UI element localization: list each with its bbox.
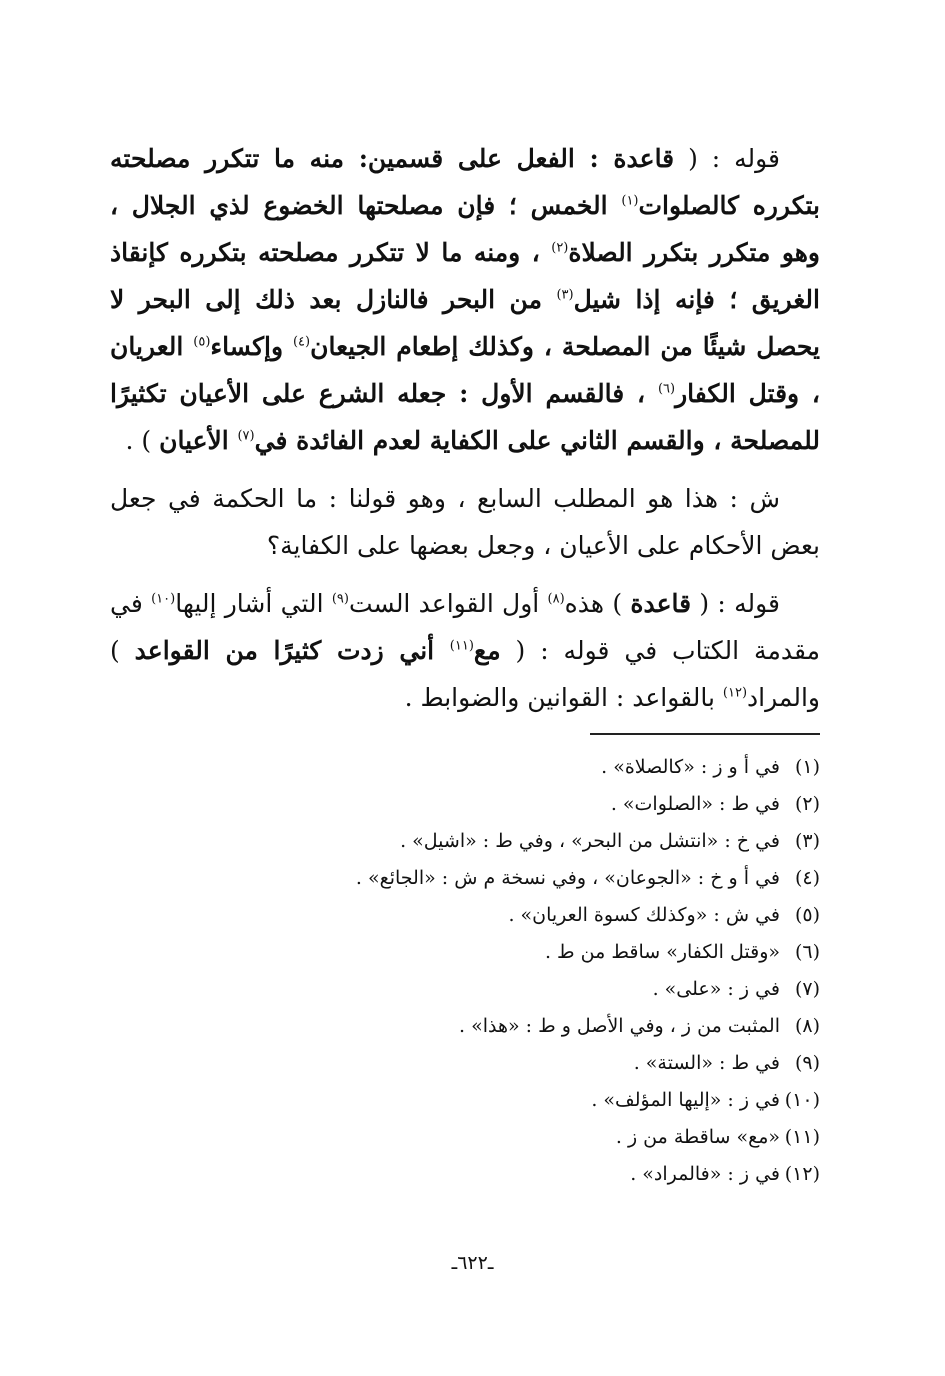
- footnote-7: [110, 971, 820, 1008]
- footnote-text: في ز : «فالمراد» .: [630, 1163, 780, 1185]
- quoted-text: قاعدة: [630, 589, 692, 618]
- quoted-text: العريان ، وقتل الكفار: [110, 332, 820, 408]
- quoted-text: الأعيان: [159, 426, 238, 455]
- commentary-text: بالقواعد : القوانين والضوابط .: [404, 683, 723, 712]
- footnote-ref: (١): [621, 193, 639, 209]
- footnote-ref: (٦): [657, 381, 676, 397]
- footnote-text: «مع» ساقطة من ز .: [615, 1126, 780, 1148]
- commentary-text: في مقدمة الكتاب في قوله : (: [110, 589, 820, 665]
- commentary-text: قوله : (: [674, 144, 780, 173]
- footnote-text: في أ و ز : «كالصلاة» .: [601, 756, 780, 778]
- footnote-number: (٣): [794, 830, 820, 852]
- footnote-text: «وقتل الكفار» ساقط من ط .: [544, 941, 780, 963]
- footnote-ref: (٧): [237, 428, 255, 444]
- paragraph-2: [110, 475, 820, 569]
- paragraph-1: [110, 135, 820, 464]
- footnote-number: (٨): [794, 1015, 820, 1037]
- footnote-text: في ز : «على» .: [652, 978, 780, 1000]
- footnote-number: (١٢): [784, 1163, 820, 1185]
- footnotes: [110, 749, 820, 1193]
- commentary-text: التي أشار إليها: [175, 589, 332, 618]
- footnote-2: [110, 786, 820, 823]
- footnote-text: في ش : «وكذلك كسوة العريان» .: [508, 904, 780, 926]
- footnote-10: [110, 1082, 820, 1119]
- footnote-number: (٩): [794, 1052, 820, 1074]
- quoted-text: أني زدت كثيرًا من القواعد: [134, 636, 450, 665]
- footnote-number: (١): [794, 756, 820, 778]
- footnote-ref: (٨): [547, 591, 565, 607]
- footnote-number: (١٠): [784, 1089, 820, 1111]
- page-number: ـ٦٢٢ـ: [451, 1252, 494, 1274]
- footnote-divider: [590, 733, 820, 735]
- footnote-number: (٦): [794, 941, 820, 963]
- page-body: [110, 135, 820, 1193]
- footnote-number: (٧): [794, 978, 820, 1000]
- footnote-text: المثبت من ز ، وفي الأصل و ط : «هذا» .: [459, 1015, 780, 1037]
- commentary-text: ) والمراد: [110, 636, 820, 712]
- footnote-ref: (٩): [331, 591, 349, 607]
- footnote-4: [110, 860, 820, 897]
- quoted-text: وإكساء: [210, 332, 293, 361]
- main-text: [110, 135, 820, 721]
- footnote-text: في ط : «الصلوات» .: [610, 793, 780, 815]
- footnote-ref: (٣): [556, 287, 574, 303]
- commentary-text: ) هذه: [564, 589, 631, 618]
- footnote-ref: (٤): [292, 334, 311, 350]
- footnote-text: في ط : «الستة» .: [633, 1052, 780, 1074]
- footnote-text: في خ : «انتشل من البحر» ، وفي ط : «اشيل» .: [400, 830, 780, 852]
- paragraph-3: [110, 580, 820, 721]
- footnote-1: [110, 749, 820, 786]
- footnote-number: (١١): [784, 1126, 820, 1148]
- footnote-8: [110, 1008, 820, 1045]
- footnote-ref: (١٢): [722, 685, 748, 701]
- footnote-11: [110, 1119, 820, 1156]
- footnote-number: (٥): [794, 904, 820, 926]
- footnote-9: [110, 1045, 820, 1082]
- footnote-text: في ز : «إليها المؤلف» .: [591, 1089, 780, 1111]
- quoted-text: قاعدة : الفعل على قسمين: منه ما تتكرر مصلحته بتكرره كالصلوات: [110, 144, 820, 220]
- footnote-12: [110, 1156, 820, 1193]
- footnote-ref: (١١): [449, 638, 474, 654]
- footnote-ref: (٥): [193, 334, 211, 350]
- footnote-ref: (١٠): [151, 591, 176, 607]
- quoted-text: الخمس ؛ فإن مصلحتها الخضوع لذي الجلال ، وهو متكرر بتكرر الصلاة: [110, 191, 820, 267]
- footnote-3: [110, 823, 820, 860]
- commentary-text: أول القواعد الست: [348, 589, 548, 618]
- quoted-text: ، فالقسم الأول : جعله الشرع على الأعيان تكثيرًا للمصلحة ، والقسم الثاني على الكفاية لعدم الفائدة في: [110, 379, 820, 455]
- commentary-text: قوله : (: [691, 589, 780, 618]
- footnote-6: [110, 934, 820, 971]
- footnote-5: [110, 897, 820, 934]
- commentary-text: ش : هذا هو المطلب السابع ، وهو قولنا : ما الحكمة في جعل بعض الأحكام على الأعيان ، وجعل بعضها على الكفاية؟: [110, 484, 820, 560]
- footnote-number: (٢): [794, 793, 820, 815]
- commentary-text: ) .: [125, 426, 160, 455]
- quoted-text: مع: [473, 636, 501, 665]
- quoted-text: ، ومنه ما لا تتكرر مصلحته بتكرره كإنقاذ الغريق ؛ فإنه إذا شيل: [110, 238, 820, 314]
- footnote-text: في أ و خ : «الجوعان» ، وفي نسخة م ش : «الجائع» .: [355, 867, 780, 889]
- quoted-text: من البحر فالنازل بعد ذلك إلى البحر لا يحصل شيئًا من المصلحة ، وكذلك إطعام الجيعان: [110, 285, 820, 361]
- footnote-number: (٤): [794, 867, 820, 889]
- footnote-ref: (٢): [551, 240, 569, 256]
